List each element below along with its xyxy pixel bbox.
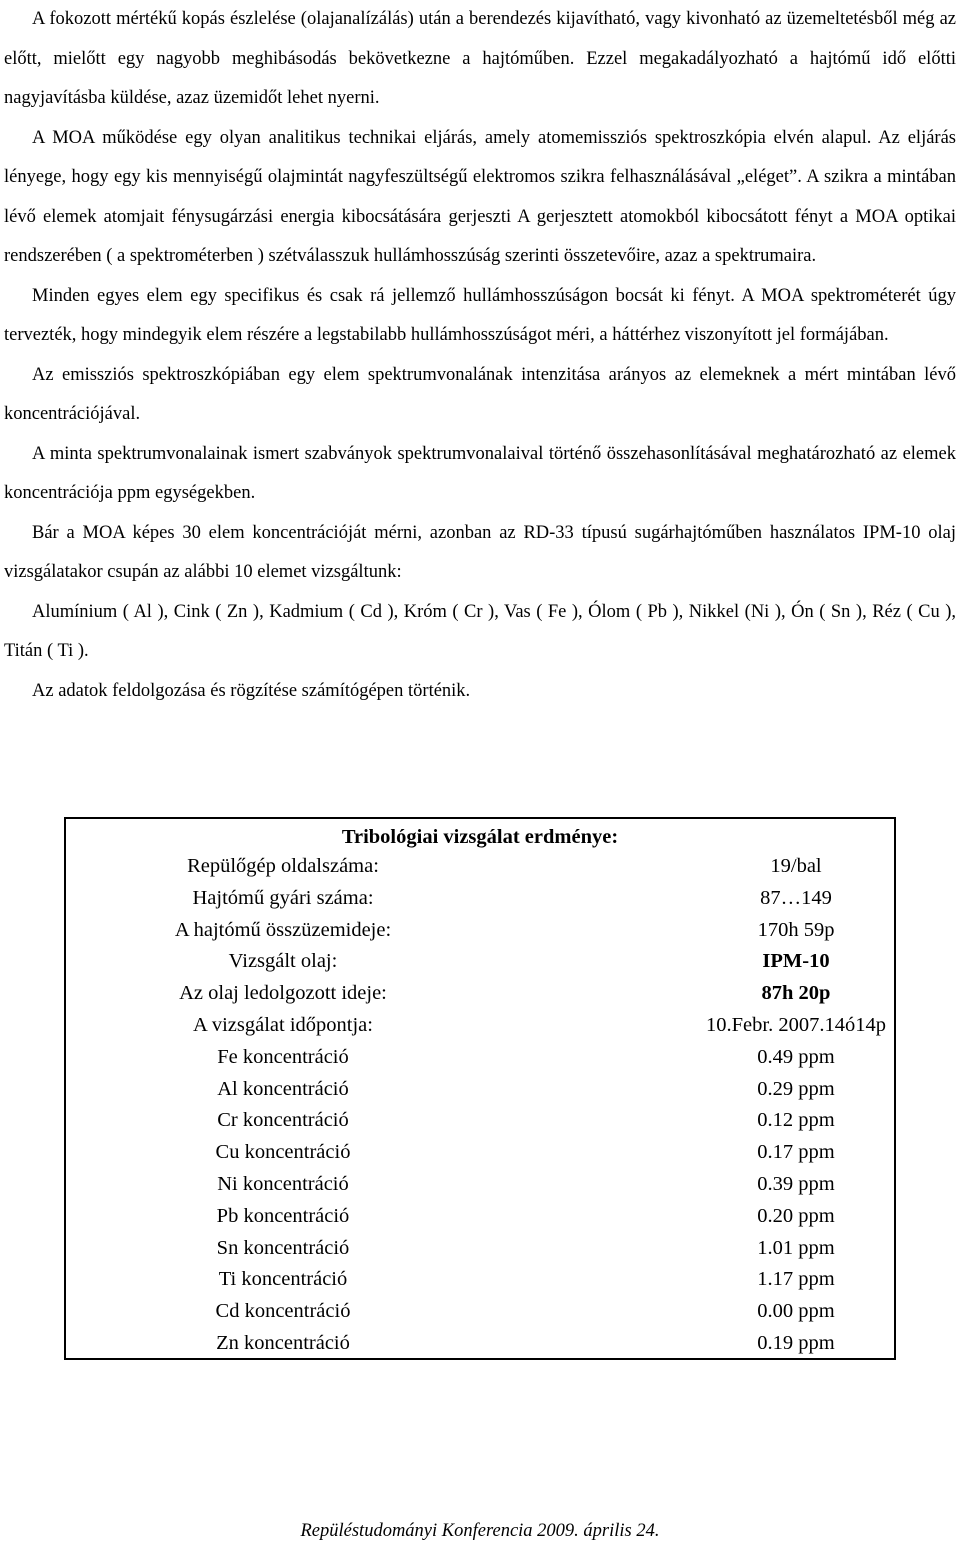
page-footer: Repüléstudományi Konferencia 2009. április 24. xyxy=(300,1521,660,1541)
row-value: IPM-10 xyxy=(762,950,830,973)
row-value: 19/bal xyxy=(770,855,822,877)
table-row xyxy=(66,1042,894,1074)
table-row xyxy=(66,1296,894,1328)
table-row xyxy=(66,1137,894,1169)
row-value: 0.17 ppm xyxy=(757,1141,835,1164)
paragraph-moa-operation: A MOA működése egy olyan analitikus technikai eljárás, amely atomemissziós spektroszkópia elvén alapul. Az eljárás lényege, hogy egy kis mennyiségű olajmintát nagyfeszültségű elektromos szikra felhasználásával „eléget”. A szikra a mintában lévő elemek atomjait fénysugárzási energia kibocsátására gerjeszti A gerjesztett atomokból kibocsátott fényt a MOA optikai rendszerében ( a spektrométerben ) szétválasszuk hullámhosszúság szerinti összetevőire, azaz a spektrumaira. xyxy=(4,127,956,266)
table-row xyxy=(66,1201,894,1233)
row-value: 0.12 ppm xyxy=(757,1109,835,1132)
row-value: 0.20 ppm xyxy=(757,1204,835,1227)
row-label: Fe koncentráció xyxy=(217,1045,349,1068)
row-value: 0.49 ppm xyxy=(757,1045,835,1068)
row-value: 10.Febr. 2007.14ó14p xyxy=(706,1014,886,1036)
paragraph-elements-intro: Bár a MOA képes 30 elem koncentrációját mérni, azonban az RD-33 típusú sugárhajtóműben használatos IPM-10 olaj vizsgálatakor csupán az alábbi 10 elemet vizsgáltunk: xyxy=(4,522,956,582)
table-row xyxy=(66,946,894,978)
row-label: Al koncentráció xyxy=(217,1077,349,1100)
table-row xyxy=(66,1328,894,1360)
row-value: 87…149 xyxy=(760,886,832,909)
table-row xyxy=(66,883,894,915)
row-label: Hajtómű gyári száma: xyxy=(192,886,374,909)
paragraph-comparison: A minta spektrumvonalainak ismert szabványok spektrumvonalaival történő összehasonlításával meghatározható az elemek koncentrációja ppm egységekben. xyxy=(4,443,956,503)
row-value: 87h 20p xyxy=(761,982,831,1005)
table-title: Tribológiai vizsgálat erdménye: xyxy=(341,826,619,848)
row-label: Az olaj ledolgozott ideje: xyxy=(179,982,387,1005)
body-text xyxy=(4,0,956,711)
paragraph-elements-list: Alumínium ( Al ), Cink ( Zn ), Kadmium ( Cd ), Króm ( Cr ), Vas ( Fe ), Ólom ( Pb ), Nikkel (Ni ), Ón ( Sn ), Réz ( Cu ), Titán ( Ti ). xyxy=(4,601,956,661)
row-label: Cu koncentráció xyxy=(215,1141,351,1164)
row-label: Zn koncentráció xyxy=(216,1332,350,1354)
row-label: Ni koncentráció xyxy=(217,1173,349,1195)
paragraph-wear-detection: A fokozott mértékű kopás észlelése (olajanalízálás) után a berendezés kijavítható, vagy kivonható az üzemeltetésből még az előtt, mielőtt egy nagyobb meghibásodás bekövetkezne a hajtóműben. Ezzel megakadályozható a hajtómű idő előtti nagyjavításba küldése, azaz üzemidőt lehet nyerni. xyxy=(4,9,956,108)
row-label: Repülőgép oldalszáma: xyxy=(187,855,379,877)
row-label: Pb koncentráció xyxy=(216,1204,350,1227)
row-value: 170h 59p xyxy=(757,918,835,941)
table-row xyxy=(66,915,894,947)
row-label: A hajtómű összüzemideje: xyxy=(174,918,392,941)
table-row xyxy=(66,1169,894,1201)
row-label: Vizsgált olaj: xyxy=(228,950,338,973)
row-value: 0.00 ppm xyxy=(757,1300,835,1323)
paragraph-emission-intensity: Az emissziós spektroszkópiában egy elem spektrumvonalának intenzitása arányos az elemeknek a mért mintában lévő koncentrációjával. xyxy=(4,364,956,424)
table-row xyxy=(66,1074,894,1106)
row-label: Cr koncentráció xyxy=(217,1109,349,1132)
row-label: A vizsgálat időpontja: xyxy=(193,1014,373,1036)
table-row xyxy=(66,1233,894,1265)
tribology-result-table xyxy=(64,817,896,1360)
table-row xyxy=(66,1010,894,1042)
row-label: Ti koncentráció xyxy=(218,1268,348,1291)
paragraph-specific-wavelength: Minden egyes elem egy specifikus és csak rá jellemző hullámhosszúságon bocsát ki fényt. A MOA spektrométerét úgy tervezték, hogy mindegyik elem részére a legstabilabb hullámhosszúságot méri, a háttérhez viszonyított jel formájában. xyxy=(4,285,956,345)
row-value: 0.29 ppm xyxy=(757,1077,835,1100)
row-value: 1.17 ppm xyxy=(757,1268,835,1291)
table-row xyxy=(66,851,894,883)
row-label: Sn koncentráció xyxy=(216,1236,350,1259)
table-row xyxy=(66,1105,894,1137)
row-value: 1.01 ppm xyxy=(757,1236,835,1259)
row-label: Cd koncentráció xyxy=(215,1300,351,1323)
paragraph-data-processing: Az adatok feldolgozása és rögzítése számítógépen történik. xyxy=(32,680,471,701)
table-row xyxy=(66,978,894,1010)
row-value: 0.19 ppm xyxy=(757,1332,835,1354)
table-row xyxy=(66,1264,894,1296)
row-value: 0.39 ppm xyxy=(757,1173,835,1195)
